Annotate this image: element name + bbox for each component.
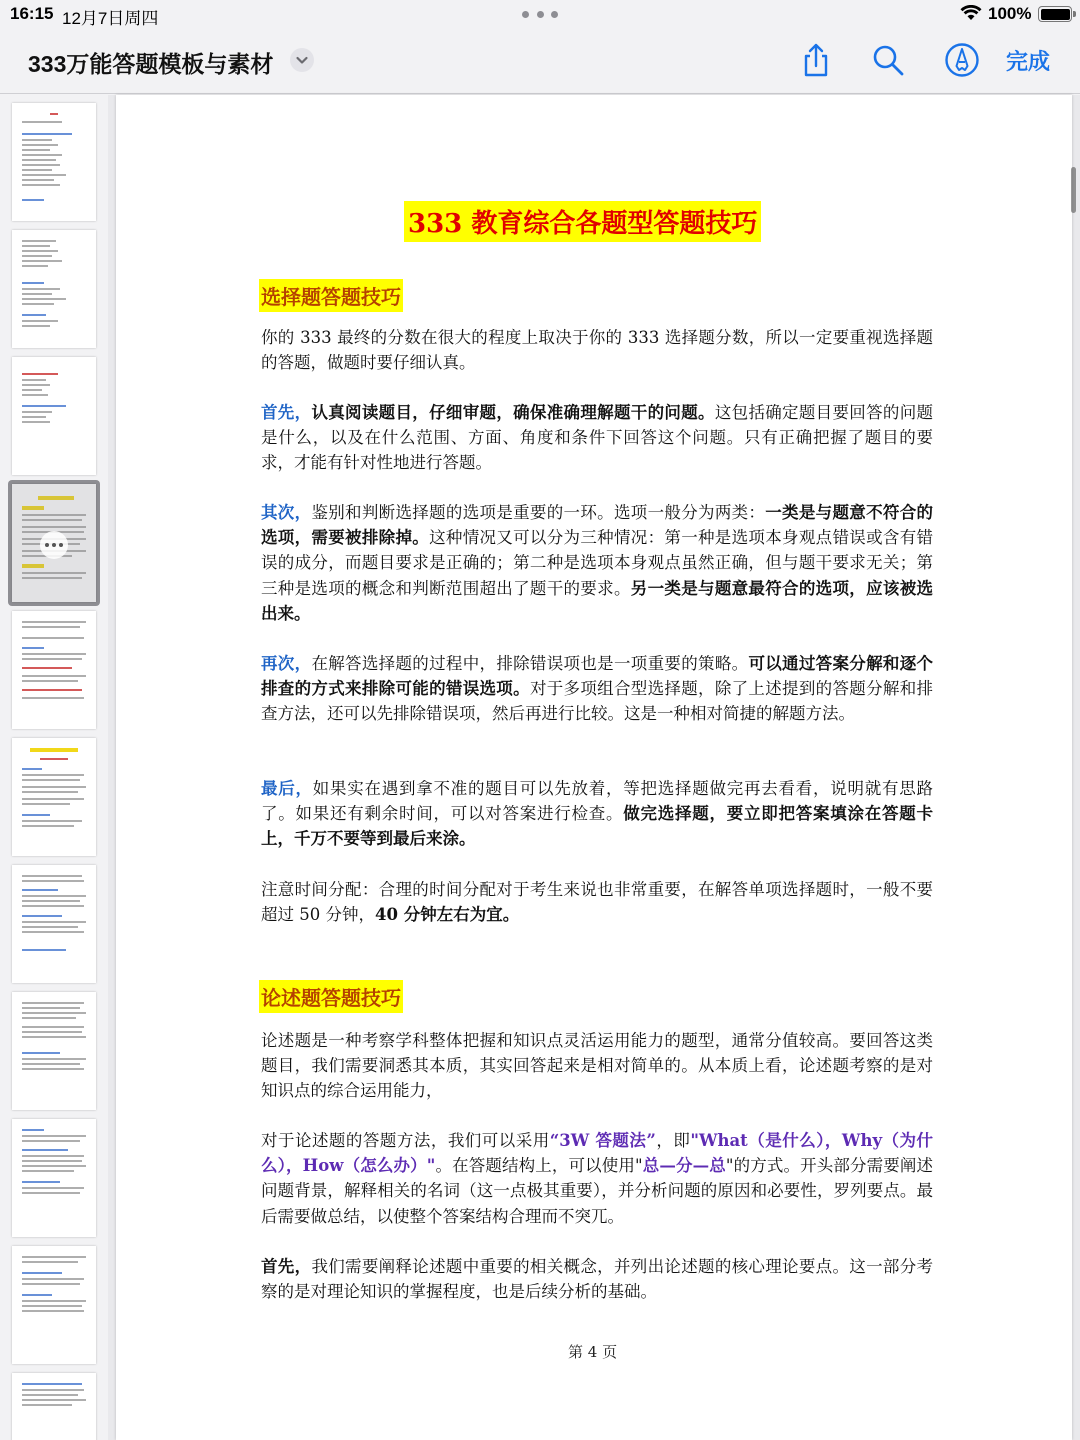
lead-word: 再次，: [261, 654, 312, 673]
body-text: 。在答题结构上，可以使用": [435, 1156, 643, 1176]
page-thumbnail-11[interactable]: [12, 1373, 96, 1440]
section-title-essay: 论述题答题技巧: [259, 980, 403, 1013]
nav-bar: [0, 28, 1080, 94]
paragraph-intro-essay: 论述题是一种考察学科整体把握和知识点灵活运用能力的题型，通常分值较高。要回答这类题目，我们需要洞悉其本质，其实回答起来是相对简单的。从本质上看，论述题考察的是对知识点的综合运用能力，: [261, 1031, 933, 1101]
markup-icon[interactable]: [944, 42, 980, 78]
paragraph-essay-method: [261, 1128, 933, 1229]
battery-percent: 100%: [988, 4, 1032, 23]
page-thumbnail-6[interactable]: [12, 738, 96, 856]
method-name: “3W 答题法”: [549, 1131, 656, 1150]
multitasking-dots-icon[interactable]: [522, 11, 558, 17]
method-questions: "What（是什么），Why（为什么），How（怎么办）": [261, 1131, 933, 1176]
done-button[interactable]: 完成: [1006, 49, 1051, 74]
body-text: "的方式。开头部分需要阐述问题背景，解释相关的名词（这一点极其重要），并分析问题的原因和必要性，罗列要点。最后需要做总结，以使整个答案结构合理而不突兀。: [261, 1156, 933, 1226]
body-text: 在解答选择题的过程中，排除错误项也是一项重要的策略。: [311, 654, 749, 673]
more-icon[interactable]: [40, 531, 68, 559]
bold-text: 40 分钟左右为宜。: [375, 905, 520, 925]
search-icon[interactable]: [870, 42, 906, 78]
body-text: 这包括确定题目要回答的问题是什么，以及在什么范围、方面、角度和条件下回答这个问题。只有正确把握了题目的要求，才能有针对性地进行答题。: [261, 403, 934, 473]
paragraph-time-allocation: [261, 877, 933, 927]
chevron-down-icon[interactable]: [290, 48, 314, 72]
page-number: 第 4 页: [568, 1343, 618, 1361]
method-structure: 总—分—总: [642, 1156, 726, 1176]
page-thumbnail-9[interactable]: [12, 1119, 96, 1237]
body-text: ，即: [655, 1131, 691, 1150]
paragraph-first: [261, 400, 933, 476]
page-thumbnail-sidebar[interactable]: [0, 95, 108, 1440]
page-thumbnail-8[interactable]: [12, 992, 96, 1110]
page-thumbnail-5[interactable]: [12, 611, 96, 729]
paragraph-second: [261, 500, 933, 626]
bold-text: 认真阅读题目，仔细审题，确保准确理解题干的问题。: [311, 403, 715, 422]
status-date: 12月7日周四: [62, 9, 159, 28]
lead-word: 其次，: [261, 503, 312, 522]
battery-icon: [1038, 6, 1072, 22]
page-thumbnail-3[interactable]: [12, 357, 96, 475]
bold-text: 一类是与题意不符合的选项，需要被排除掉。: [261, 503, 934, 548]
bold-text: 做完选择题，要立即把答案填涂在答题卡上，千万不要等到最后来涂。: [261, 804, 933, 849]
page-thumbnail-2[interactable]: [12, 230, 96, 348]
section-title-multiple-choice: 选择题答题技巧: [259, 279, 403, 312]
body-text: 对于论述题的答题方法，我们可以采用: [261, 1131, 550, 1150]
page-thumbnail-7[interactable]: [12, 865, 96, 983]
document-title[interactable]: 333万能答题模板与素材: [28, 51, 274, 77]
lead-word: 首先，: [261, 1257, 312, 1276]
page-thumbnail-1[interactable]: [12, 103, 96, 221]
lead-word: 首先，: [261, 403, 312, 422]
page-heading: 333 教育综合各题型答题技巧: [404, 201, 761, 242]
bold-text: 可以通过答案分解和逐个排查的方式来排除可能的错误选项。: [261, 654, 934, 699]
body-text: 对于多项组合型选择题，除了上述提到的答题分解和排查方法，还可以先排除错误项，然后再进行比较。这是一种相对简捷的解题方法。: [261, 679, 934, 724]
body-text: 鉴别和判断选择题的选项是重要的一环。选项一般分为两类：: [311, 503, 766, 522]
body-text: 这种情况又可以分为三种情况：第一种是选项本身观点错误或含有错误的成分，而题目要求是正确的；第二种是选项本身观点虽然正确，但与题干要求无关；第三种是选项的概念和判断范围超出了题干的要求。: [261, 528, 934, 598]
page-thumbnail-10[interactable]: [12, 1246, 96, 1364]
document-viewer[interactable]: [108, 95, 1080, 1440]
paragraph-third: [261, 651, 933, 727]
document-page: [116, 95, 1072, 1440]
share-icon[interactable]: [798, 42, 834, 78]
paragraph-intro-multiple-choice: 你的 333 最终的分数在很大的程度上取决于你的 333 选择题分数，所以一定要重视选择题的答题，做题时要仔细认真。: [261, 328, 933, 373]
body-text: 我们需要阐释论述题中重要的相关概念，并列出论述题的核心理论要点。这一部分考察的是对理论知识的掌握程度，也是后续分析的基础。: [261, 1257, 934, 1302]
status-bar: [0, 0, 1080, 28]
lead-word: 最后，: [261, 779, 313, 798]
body-text: 注意时间分配：合理的时间分配对于考生来说也非常重要，在解答单项选择题时，一般不要超过 50 分钟，: [261, 880, 933, 925]
paragraph-essay-first: [261, 1254, 933, 1304]
wifi-icon: [960, 5, 982, 21]
body-text: 如果实在遇到拿不准的题目可以先放着，等把选择题做完再去看看，说明就有思路了。如果还有剩余时间，可以对答案进行检查。: [261, 779, 933, 824]
bold-text: 另一类是与题意最符合的选项，应该被选出来。: [261, 578, 934, 623]
paragraph-last: [261, 776, 933, 852]
status-time: 16:15: [10, 4, 54, 23]
scrollbar-thumb[interactable]: [1071, 167, 1076, 213]
